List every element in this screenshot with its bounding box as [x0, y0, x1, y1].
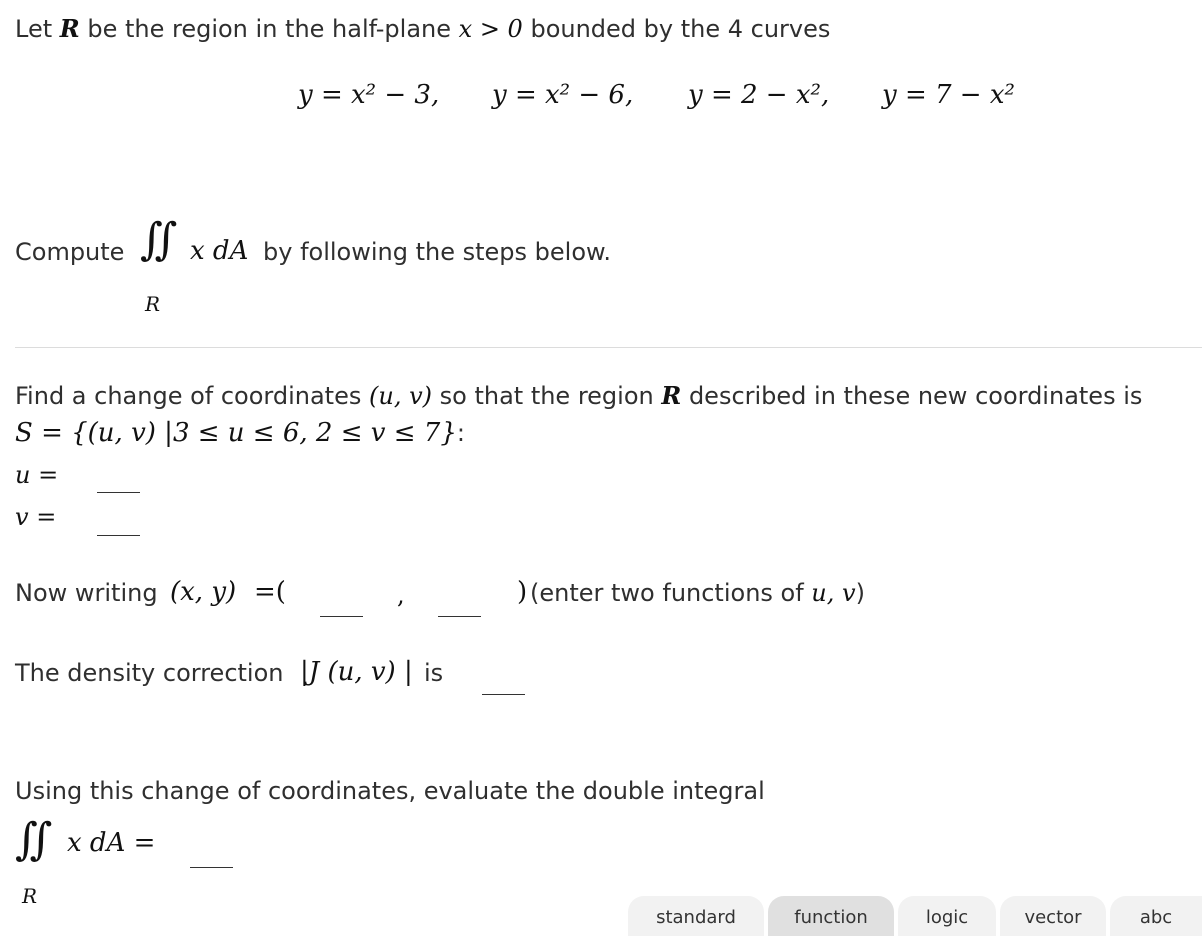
tab-standard[interactable]: standard	[628, 896, 764, 936]
paren-close: )	[517, 577, 528, 607]
v-label: v =	[15, 503, 57, 531]
step1-line1	[15, 381, 1142, 410]
step2-prefix: Now writing	[15, 579, 158, 607]
integral-subscript: R	[145, 292, 161, 316]
intro-prefix: Let	[15, 15, 60, 43]
compute-suffix: by following the steps below.	[263, 238, 612, 266]
step1-mid: so that the region	[432, 382, 662, 410]
step2-suffix	[530, 579, 865, 607]
step3-prefix: The density correction	[15, 659, 284, 687]
double-integral-symbol-2: ∬	[15, 814, 53, 865]
curve-3: y = 2 − x²,	[688, 80, 830, 110]
intro-mid: be the region in the half-plane	[79, 15, 459, 43]
intro-suffix: bounded by the 4 curves	[522, 15, 831, 43]
step4-text: Using this change of coordinates, evaluate the double integral	[15, 777, 765, 805]
y-function-field[interactable]	[438, 616, 481, 617]
integrand-2: x dA =	[67, 828, 156, 858]
curve-4: y = 7 − x²	[882, 80, 1015, 110]
xy-coords: (x, y)	[170, 577, 237, 607]
jacobian: |J (u, v) |	[300, 657, 413, 687]
x-function-field[interactable]	[320, 616, 363, 617]
compute-label: Compute	[15, 238, 125, 266]
jacobian-answer-field[interactable]	[482, 694, 525, 695]
tab-logic[interactable]: logic	[898, 896, 996, 936]
curve-2: y = x² − 6,	[492, 80, 634, 110]
integrand: x dA	[190, 236, 249, 266]
tab-vector[interactable]: vector	[1000, 896, 1106, 936]
step1-prefix: Find a change of coordinates	[15, 382, 369, 410]
step2-suffix-text: (enter two functions of	[530, 579, 812, 607]
curve-1: y = x² − 3,	[298, 80, 440, 110]
set-S: S = {(u, v) |3 ≤ u ≤ 6, 2 ≤ v ≤ 7}	[15, 418, 457, 448]
region-symbol-2: R	[661, 381, 682, 410]
step2-suffix-close: )	[855, 579, 865, 607]
half-plane-condition: x > 0	[458, 15, 523, 43]
intro-text	[15, 14, 830, 43]
step1-suffix: described in these new coordinates is	[681, 382, 1143, 410]
eq-open: =(	[254, 577, 286, 607]
region-symbol: R	[59, 14, 80, 43]
uv-args: u, v	[811, 579, 856, 607]
u-answer-field[interactable]	[97, 492, 140, 493]
tab-abc[interactable]: abc	[1110, 896, 1202, 936]
uv-coords: (u, v)	[369, 382, 432, 410]
integral-answer-field[interactable]	[190, 867, 233, 868]
step1-line2	[15, 418, 465, 448]
divider	[15, 347, 1202, 348]
set-colon: :	[456, 419, 465, 447]
u-label: u =	[15, 461, 59, 489]
integral-subscript-2: R	[22, 884, 38, 908]
comma: ,	[397, 581, 405, 609]
tab-function[interactable]: function	[768, 896, 894, 936]
v-answer-field[interactable]	[97, 535, 140, 536]
step3-suffix: is	[424, 659, 444, 687]
double-integral-symbol: ∬	[140, 214, 178, 265]
